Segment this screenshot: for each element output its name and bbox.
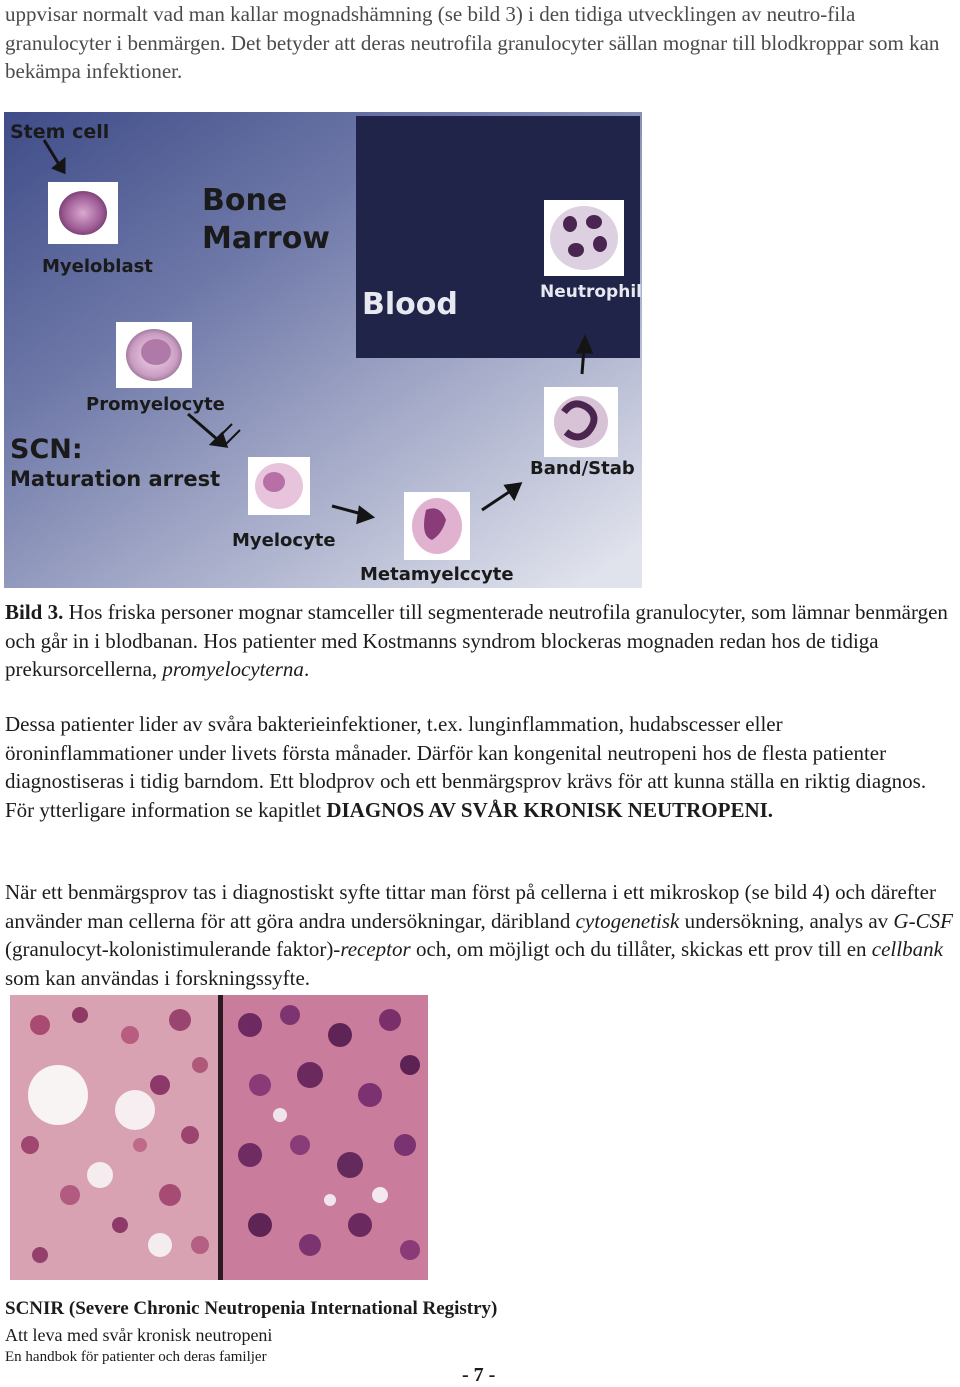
para3-italic-receptor: receptor — [340, 937, 411, 961]
para3-italic-cellbank: cellbank — [871, 937, 943, 961]
bone-marrow-micrograph-figure — [10, 995, 428, 1280]
micrograph-right — [223, 995, 428, 1280]
para2-text: Dessa patienter lider av svåra bakterieinfektioner, t.ex. lunginflammation, hudabscesser eller öroninflammationer under livets första månader. Därför kan kongenital neutropeni hos de flesta patienter diagnostiseras i tidig barndom. Ett blodprov och ett benmärgsprov krävs för att kunna ställa en riktig diagnos. För ytterligare information se kapitlet — [5, 712, 927, 822]
bone-label: Bone — [202, 183, 288, 218]
para3-italic-gcsf: G-CSF — [893, 908, 953, 933]
myelocyte-label: Myelocyte — [232, 530, 336, 551]
para3-text-3: (granulocyt-kolonistimulerande faktor)- — [5, 937, 341, 961]
footer-book-subtitle: En handbok för patienter och deras familjer — [5, 1349, 267, 1365]
neutrophil-label: Neutrophil — [540, 282, 642, 302]
para3-text-4: och, om möjligt och du tillåter, skickas ett prov till en — [415, 937, 867, 961]
maturation-arrest-label: Maturation arrest — [10, 467, 221, 491]
infection-paragraph — [5, 710, 955, 824]
para3-italic-cytogenetisk: cytogenetisk — [575, 908, 680, 933]
myeloblast-cell — [48, 182, 118, 244]
bone-marrow-maturation-figure — [4, 112, 642, 588]
intro-text: uppvisar normalt vad man kallar mognadshämning (se bild 3) i den tidiga utvecklingen av neutro-fila granulocyter i benmärgen. Det betyder att deras neutrofila granulocyter sällan mognar till blodkroppar som kan bekämpa infektioner. — [5, 2, 940, 83]
myeloblast-label: Myeloblast — [42, 256, 153, 277]
caption-end: . — [303, 657, 310, 681]
metamyelocyte-cell — [404, 492, 470, 560]
footer-book-title: Att leva med svår kronisk neutropeni — [5, 1325, 273, 1345]
bone-marrow-test-paragraph — [5, 878, 955, 992]
band-stab-label: Band/Stab — [530, 458, 635, 479]
caption-text: Hos friska personer mognar stamceller till segmenterade neutrofila granulocyter, som lämnar benmärgen och går in i blodbanan. Hos patienter med Kostmanns syndrom blockeras mognaden redan hos de tidiga prekursorcellerna, — [5, 600, 948, 681]
band-stab-cell — [544, 387, 618, 457]
intro-paragraph — [5, 0, 955, 86]
promyelocyte-label: Promyelocyte — [86, 394, 225, 415]
scn-label: SCN: — [10, 434, 83, 465]
micrograph-left — [10, 995, 218, 1280]
footer-registry-name: SCNIR (Severe Chronic Neutropenia International Registry) — [5, 1298, 498, 1319]
blood-label: Blood — [362, 287, 458, 322]
para3-text-1: När ett benmärgsprov tas i diagnostiskt syfte tittar man först på cellerna i ett mikroskop (se bild 4) och därefter använder man cellerna för att göra andra undersökningar, däribland — [5, 880, 936, 933]
neutrophil-cell — [544, 200, 624, 276]
stem-cell-label: Stem cell — [10, 121, 110, 143]
para3-text-2: undersökning, analys av — [684, 908, 889, 933]
myelocyte-cell — [248, 457, 310, 515]
figure-caption — [5, 598, 955, 684]
marrow-label: Marrow — [202, 221, 331, 256]
page-number: - 7 - — [462, 1364, 496, 1386]
metamyelocyte-label: Metamyelccyte — [360, 564, 514, 585]
diagnosis-chapter-ref: DIAGNOS AV SVÅR KRONISK NEUTROPENI. — [326, 797, 774, 822]
caption-italic: promyelocyterna — [162, 657, 304, 681]
caption-label: Bild 3. — [5, 600, 64, 624]
para3-text-5: som kan användas i forskningssyfte. — [5, 965, 311, 990]
promyelocyte-cell — [116, 322, 192, 388]
